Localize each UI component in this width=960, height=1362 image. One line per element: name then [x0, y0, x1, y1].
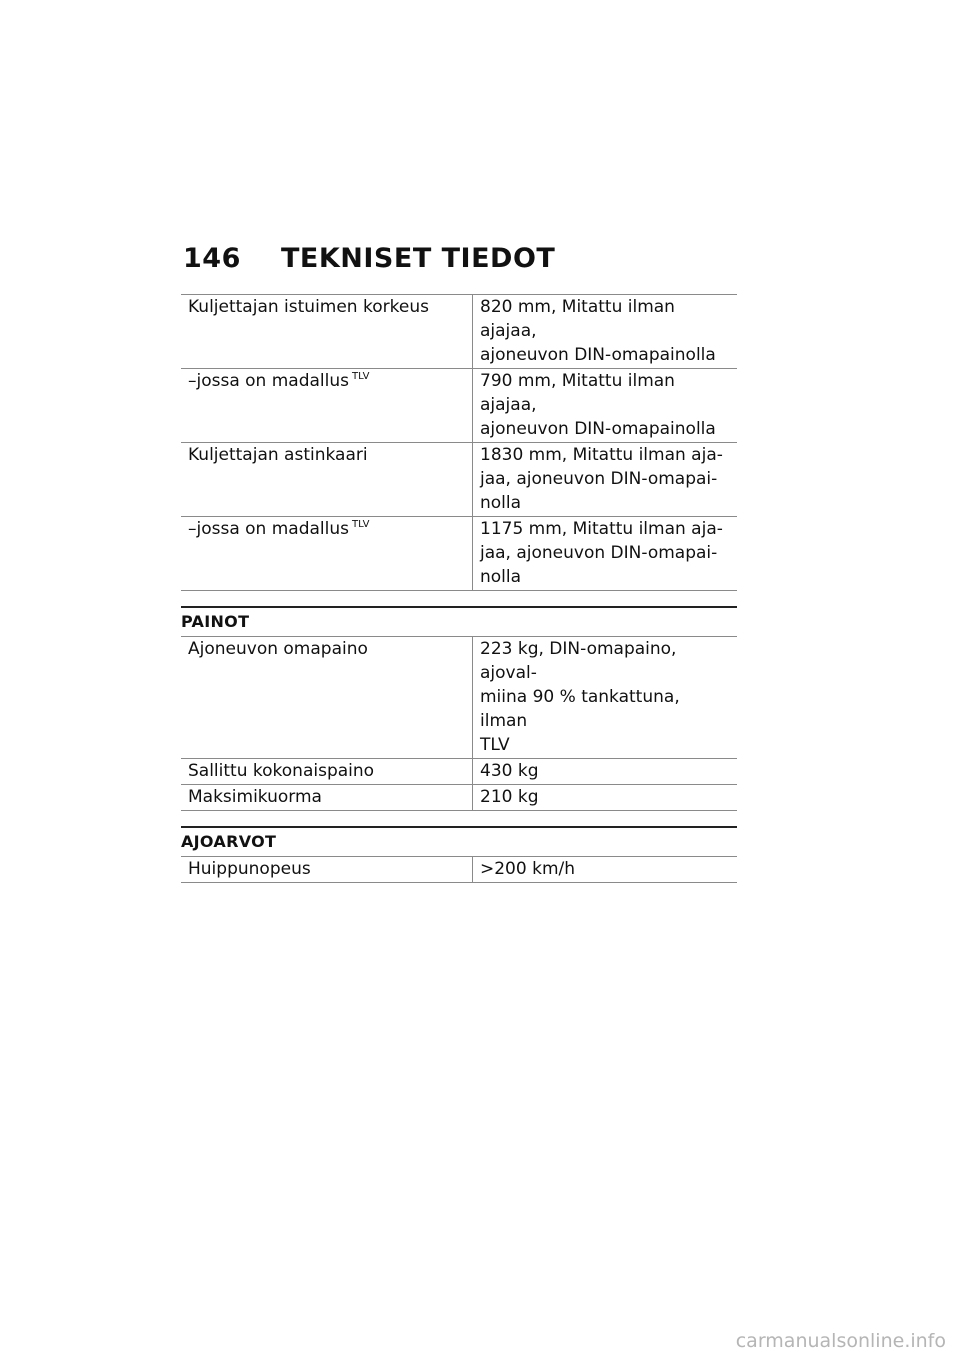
page-header	[183, 243, 555, 274]
spec-value: 820 mm, Mitattu ilman ajajaa, ajoneuvon DIN-omapainolla	[473, 295, 738, 369]
option-note: TLV	[352, 371, 370, 382]
table-row	[181, 759, 737, 785]
spec-value: 790 mm, Mitattu ilman ajajaa, ajoneuvon DIN-omapainolla	[473, 369, 738, 443]
watermark: carmanualsonline.info	[735, 1330, 946, 1352]
table-row	[181, 857, 737, 883]
spec-value: 430 kg	[473, 759, 738, 785]
spec-value: >200 km/h	[473, 857, 738, 883]
spec-label: –jossa on madallus $^{TLV}$	[181, 517, 473, 591]
page-number: 146	[183, 243, 241, 274]
spec-label: –jossa on madallus $^{TLV}$	[181, 369, 473, 443]
spec-label: Maksimikuorma	[181, 785, 473, 811]
dimensions-table	[181, 294, 737, 591]
spec-label: Kuljettajan astinkaari	[181, 443, 473, 517]
spec-value: 210 kg	[473, 785, 738, 811]
spec-label: Huippunopeus	[181, 857, 473, 883]
spec-content	[181, 294, 737, 883]
spec-label: Kuljettajan istuimen korkeus	[181, 295, 473, 369]
spec-value: 223 kg, DIN-omapaino, ajoval- miina 90 % tankattuna, ilman TLV	[473, 637, 738, 759]
performance-table	[181, 856, 737, 883]
section-heading-performance: AJOARVOT	[181, 826, 737, 856]
option-note: TLV	[352, 519, 370, 530]
spec-value: 1175 mm, Mitattu ilman aja- jaa, ajoneuvon DIN-omapai- nolla	[473, 517, 738, 591]
spec-value: 1830 mm, Mitattu ilman aja- jaa, ajoneuvon DIN-omapai- nolla	[473, 443, 738, 517]
table-row	[181, 443, 737, 517]
spec-label: Sallittu kokonaispaino	[181, 759, 473, 785]
table-row	[181, 785, 737, 811]
weights-table	[181, 636, 737, 811]
spec-label: Ajoneuvon omapaino	[181, 637, 473, 759]
table-row	[181, 295, 737, 369]
table-row	[181, 637, 737, 759]
table-row	[181, 369, 737, 443]
chapter-title: TEKNISET TIEDOT	[281, 243, 556, 274]
section-heading-weights: PAINOT	[181, 606, 737, 636]
table-row	[181, 517, 737, 591]
